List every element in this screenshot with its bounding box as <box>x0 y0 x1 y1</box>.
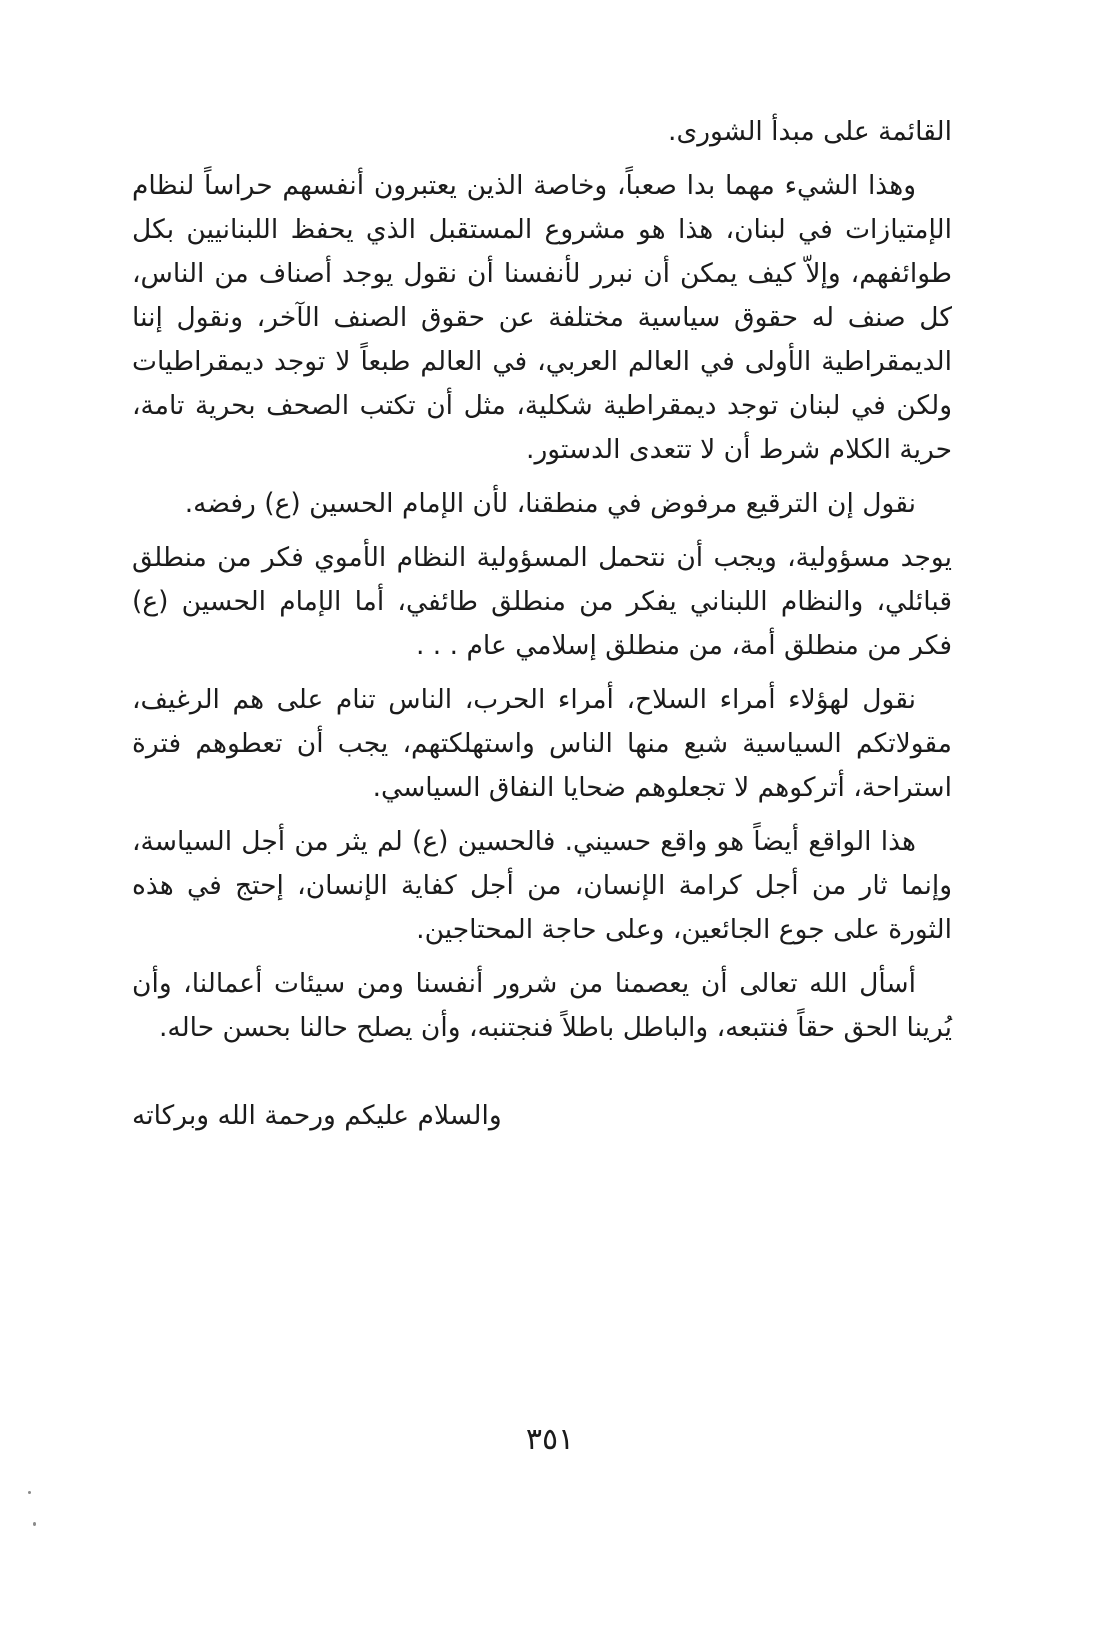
closing-salutation: والسلام عليكم ورحمة الله وبركاته <box>132 1100 502 1131</box>
page-number: ٣٥١ <box>525 1422 575 1457</box>
paragraph-responsibility: يوجد مسؤولية، ويجب أن نتحمل المسؤولية النظام الأموي فكر من منطلق قبائلي، والنظام اللبناني يفكر من منطلق طائفي، أما الإمام الحسين (ع) فكر من منطلق أمة، من منطلق إسلامي عام . . . <box>132 542 952 661</box>
paragraph-supplication: أسأل الله تعالى أن يعصمنا من شرور أنفسنا ومن سيئات أعمالنا، وأن يُرينا الحق حقاً فنتبعه، والباطل باطلاً فنجتنبه، وأن يصلح حالنا بحسن حاله. <box>132 968 952 1043</box>
paragraph-patchwork-rejected: نقول إن الترقيع مرفوض في منطقنا، لأن الإمام الحسين (ع) رفضه. <box>184 488 916 519</box>
paragraph-husseini-reality: هذا الواقع أيضاً هو واقع حسيني. فالحسين (ع) لم يثر من أجل السياسة، وإنما ثار من أجل كرامة الإنسان، من أجل كفاية الإنسان، إحتج في هذه الثورة على جوع الجائعين، وعلى حاجة المحتاجين. <box>132 826 952 945</box>
scan-speck <box>33 1522 36 1526</box>
paragraph-war-lords: نقول لهؤلاء أمراء السلاح، أمراء الحرب، الناس تنام على هم الرغيف، مقولاتكم السياسية شبع منها الناس واستهلكتهم، يجب أن تعطوهم فترة استراحة، أتركوهم لا تجعلوهم ضحايا النفاق السياسي. <box>132 684 952 803</box>
scan-speck <box>28 1491 31 1494</box>
paragraph-continuation: القائمة على مبدأ الشورى. <box>668 116 952 147</box>
paragraph-privileges-system: وهذا الشيء مهما بدا صعباً، وخاصة الذين يعتبرون أنفسهم حراساً لنظام الإمتيازات في لبنان، هذا هو مشروع المستقبل الذي يحفظ اللبنانيين بكل طوائفهم، وإلاّ كيف يمكن أن نبرر لأنفسنا أن نقول يوجد أصناف من الناس، كل صنف له حقوق سياسية مختلفة عن حقوق الصنف الآخر، ونقول إننا الديمقراطية الأولى في العالم العربي، في العالم طبعاً لا توجد ديمقراطيات ولكن في لبنان توجد ديمقراطية شكلية، مثل أن تكتب الصحف بحرية تامة، حرية الكلام شرط أن لا تتعدى الدستور. <box>132 170 952 465</box>
body-text <box>132 110 952 1148</box>
